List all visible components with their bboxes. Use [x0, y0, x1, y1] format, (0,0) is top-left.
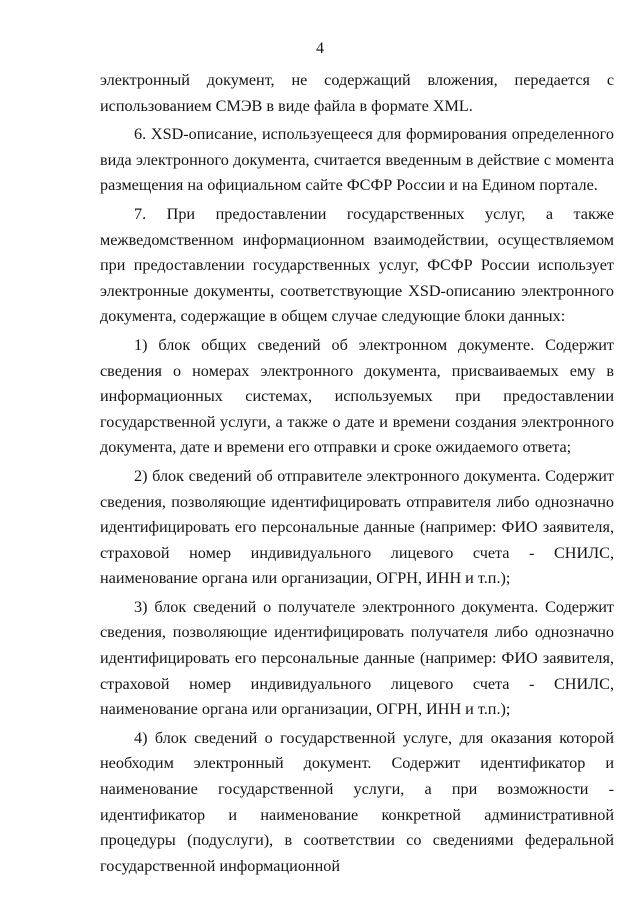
- paragraph-continuation: электронный документ, не содержащий вложения, передается с использованием СМЭВ в виде файла в формате XML.: [100, 71, 614, 115]
- list-item-1-general-info-block: 1) блок общих сведений об электронном документе. Содержит сведения о номерах электронного документа, присваиваемых ему в информационных системах, используемых при предоставлении государственной услуги, а также о дате и времени создания электронного документа, дате и времени его отправки и сроке ожидаемого ответа;: [100, 335, 614, 457]
- document-body: [100, 68, 614, 879]
- page-number: 4: [316, 40, 324, 57]
- paragraph-6-xsd-description: 6. XSD-описание, используещееся для формирования определенного вида электронного документа, считается введенным в действие с момента размещения на официальном сайте ФСФР России и на Едином портале.: [100, 125, 614, 195]
- paragraph-7-electronic-documents: 7. При предоставлении государственных услуг, а также межведомственном информационном взаимодействии, осуществляемом при предоставлении государственных услуг, ФСФР России использует электронные документы, соответствующие XSD-описанию электронного документа, содержащие в общем случае следующие блоки данных:: [100, 204, 614, 326]
- list-item-4-service-block: 4) блок сведений о государственной услуге, для оказания которой необходим электронный документ. Содержит идентификатор и наименование государственной услуги, а при возможности - идентификатор и наименование конкретной административной процедуры (подуслуги), в соответствии со сведениями федеральной государственной информационной: [100, 728, 614, 875]
- list-item-2-sender-block: 2) блок сведений об отправителе электронного документа. Содержит сведения, позволяющие идентифицировать отправителя либо однозначно идентифицировать его персональные данные (например: ФИО заявителя, страховой номер индивидуального лицевого счета - СНИЛС, наименование органа или организации, ОГРН, ИНН и т.п.);: [100, 466, 614, 588]
- list-item-3-recipient-block: 3) блок сведений о получателе электронного документа. Содержит сведения, позволяющие идентифицировать получателя либо однозначно идентифицировать его персональные данные (например: ФИО заявителя, страховой номер индивидуального лицевого счета - СНИЛС, наименование органа или организации, ОГРН, ИНН и т.п.);: [100, 597, 614, 719]
